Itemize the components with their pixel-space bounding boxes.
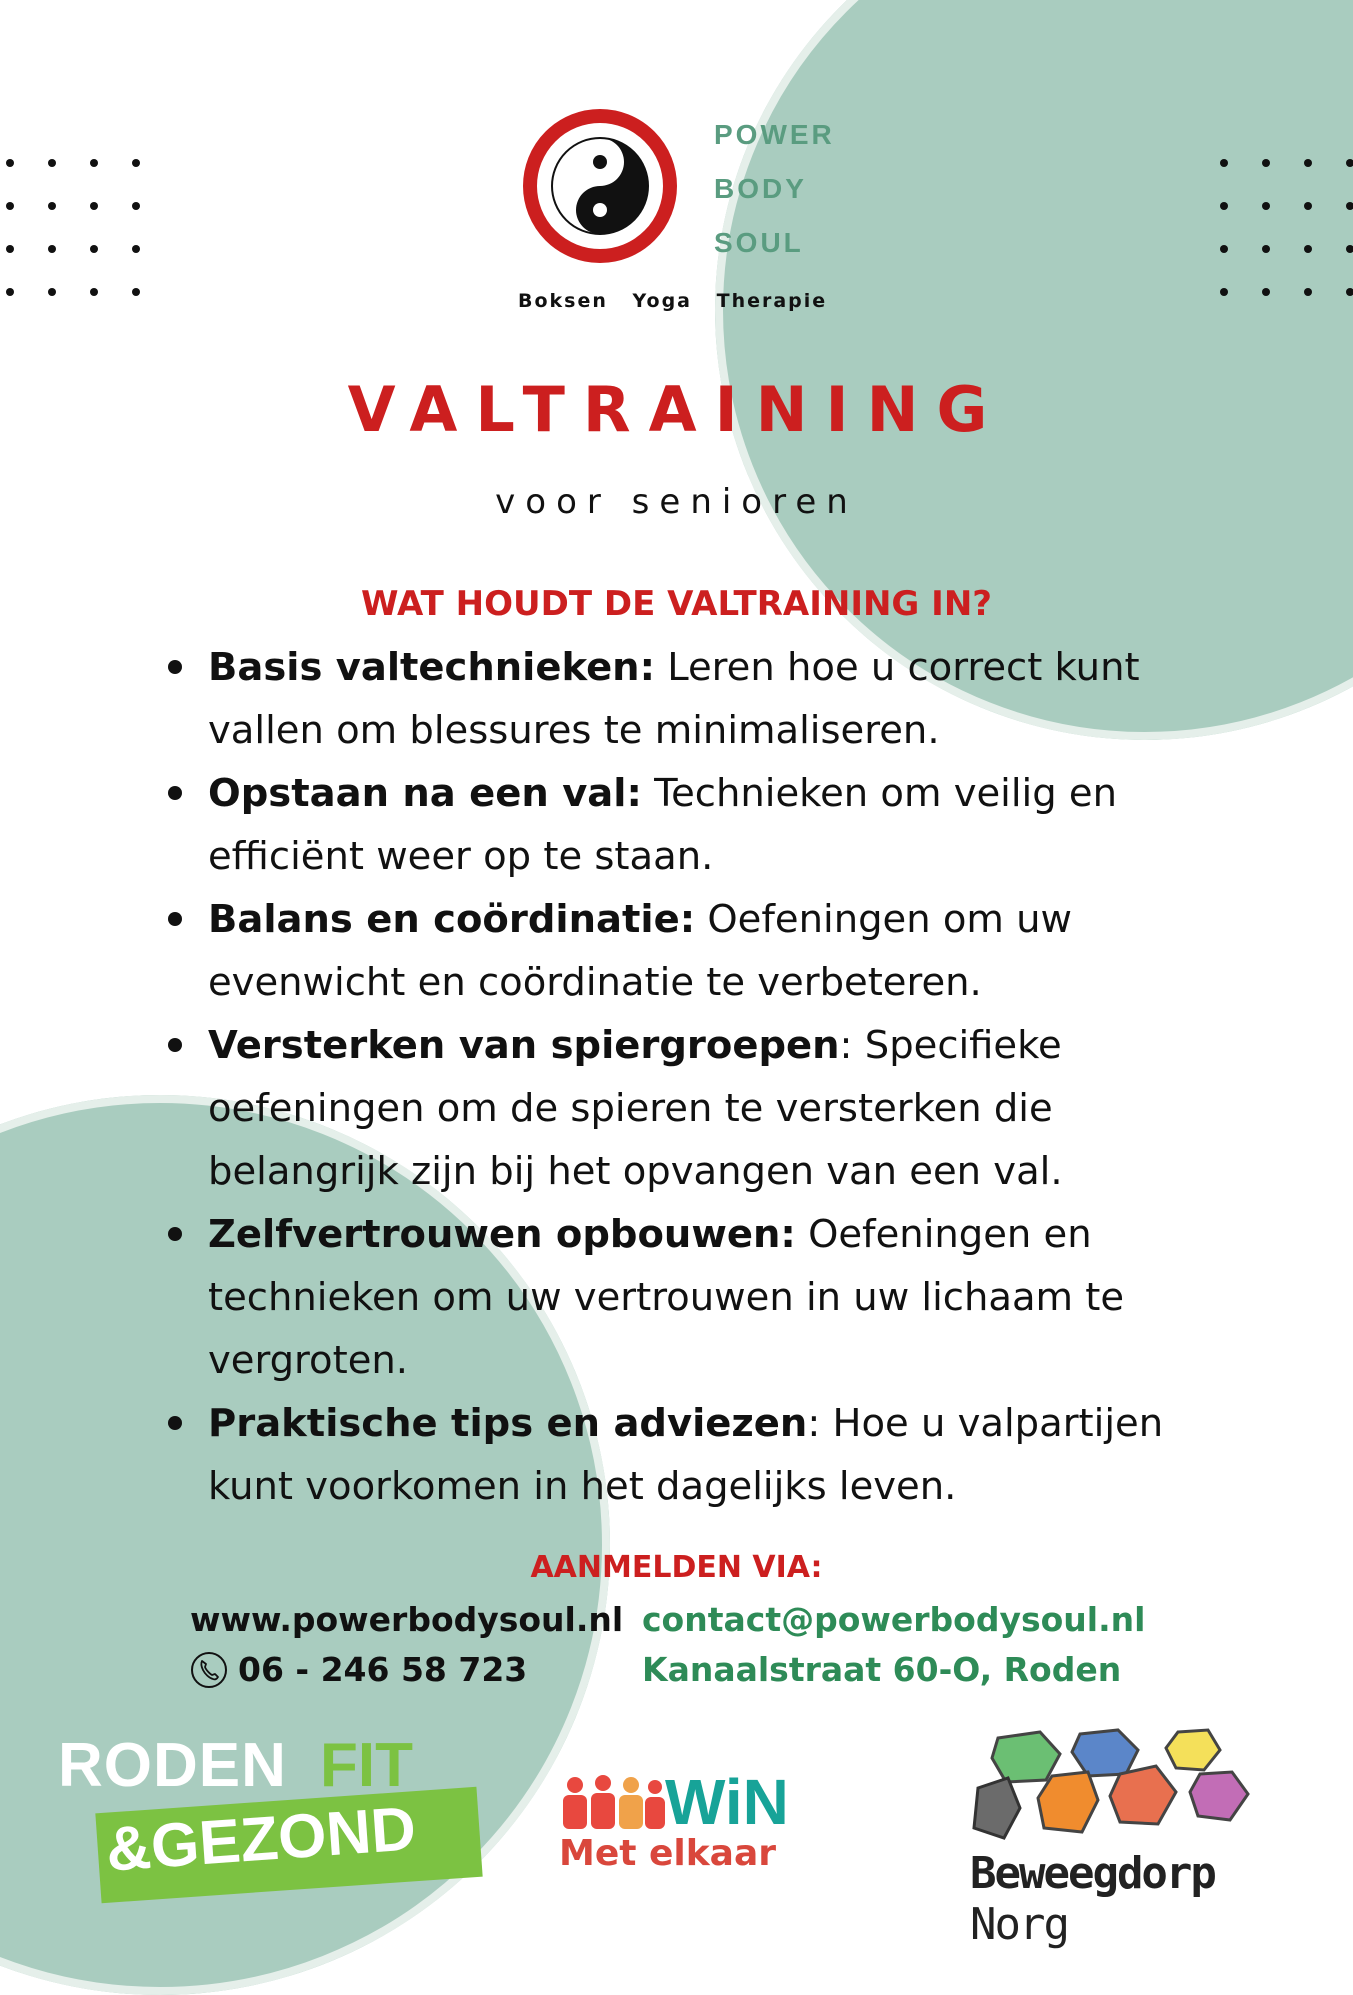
dot-grid-left	[6, 159, 140, 296]
list-item-text: : Specifieke oefeningen om de spieren te versterken die belangrijk zijn bij het opvangen van een val.	[208, 1023, 1063, 1194]
phone-number: 06 - 246 58 723	[238, 1650, 528, 1689]
beweegdorp-logo	[968, 1728, 1308, 1950]
people-icon	[555, 1771, 665, 1831]
beweegdorp-logo-word: Norg	[970, 1899, 1068, 1950]
list-item	[164, 636, 1244, 762]
list-item-title: Balans en coördinatie:	[208, 897, 696, 942]
list-item-title: Praktische tips en adviezen	[208, 1401, 808, 1446]
list-item-text: Oefeningen om uw evenwicht en coördinatie te verbeteren.	[208, 897, 1073, 1005]
brand-name-line: SOUL	[714, 227, 804, 258]
list-item-title: Opstaan na een val:	[208, 771, 642, 816]
list-item	[164, 1392, 1244, 1518]
phone-icon	[190, 1651, 228, 1689]
rodenfit-logo-word: &GEZOND	[103, 1794, 419, 1885]
list-item-text: Oefeningen en technieken om uw vertrouwen in uw lichaam te vergroten.	[208, 1212, 1125, 1383]
list-item-title: Zelfvertrouwen opbouwen:	[208, 1212, 796, 1257]
brand-name-line: POWER	[714, 119, 835, 150]
list-item-title: Basis valtechnieken:	[208, 645, 655, 690]
bullet-icon	[168, 1416, 182, 1430]
win-logo	[555, 1765, 815, 1885]
phone-row[interactable]	[190, 1650, 527, 1689]
brand-tagline: Boksen Yoga Therapie	[518, 290, 828, 312]
feature-list	[164, 636, 1244, 1518]
list-item-text: : Hoe u valpartijen kunt voorkomen in het dagelijks leven.	[208, 1401, 1164, 1509]
list-item	[164, 888, 1244, 1014]
website-link[interactable]: www.powerbodysoul.nl	[190, 1600, 624, 1639]
signup-heading: AANMELDEN VIA:	[530, 1550, 823, 1585]
bullet-icon	[168, 660, 182, 674]
beweegdorp-logo-word: Beweegdorp	[970, 1848, 1215, 1899]
email-link[interactable]: contact@powerbodysoul.nl	[642, 1600, 1146, 1639]
yin-yang-logo-icon	[518, 104, 682, 268]
section-heading: WAT HOUDT DE VALTRAINING IN?	[360, 584, 992, 624]
page-subtitle: voor senioren	[495, 482, 858, 522]
list-item	[164, 762, 1244, 888]
list-item-text: Technieken om veilig en efficiënt weer op te staan.	[208, 771, 1118, 879]
address: Kanaalstraat 60-O, Roden	[642, 1650, 1122, 1689]
list-item	[164, 1203, 1244, 1392]
page-title: VALTRAINING	[347, 373, 1006, 446]
win-logo-subtitle: Met elkaar	[559, 1833, 777, 1874]
list-item	[164, 1014, 1244, 1203]
bullet-icon	[168, 786, 182, 800]
rodenfit-logo-word: RODEN	[58, 1731, 287, 1800]
list-item-text: Leren hoe u correct kunt vallen om blessures te minimaliseren.	[208, 645, 1140, 753]
list-item-title: Versterken van spiergroepen	[208, 1023, 840, 1068]
bullet-icon	[168, 912, 182, 926]
beweegdorp-logo-name	[970, 1848, 1308, 1950]
brand-name	[714, 108, 835, 270]
win-logo-word: WiN	[665, 1766, 789, 1838]
beweegdorp-shapes-icon	[968, 1728, 1308, 1848]
brand-name-line: BODY	[714, 173, 807, 204]
rodenfit-logo-word: FIT	[320, 1731, 413, 1800]
bullet-icon	[168, 1227, 182, 1241]
bullet-icon	[168, 1038, 182, 1052]
dot-grid-right	[1220, 159, 1353, 296]
rodenfit-logo	[58, 1730, 478, 1890]
